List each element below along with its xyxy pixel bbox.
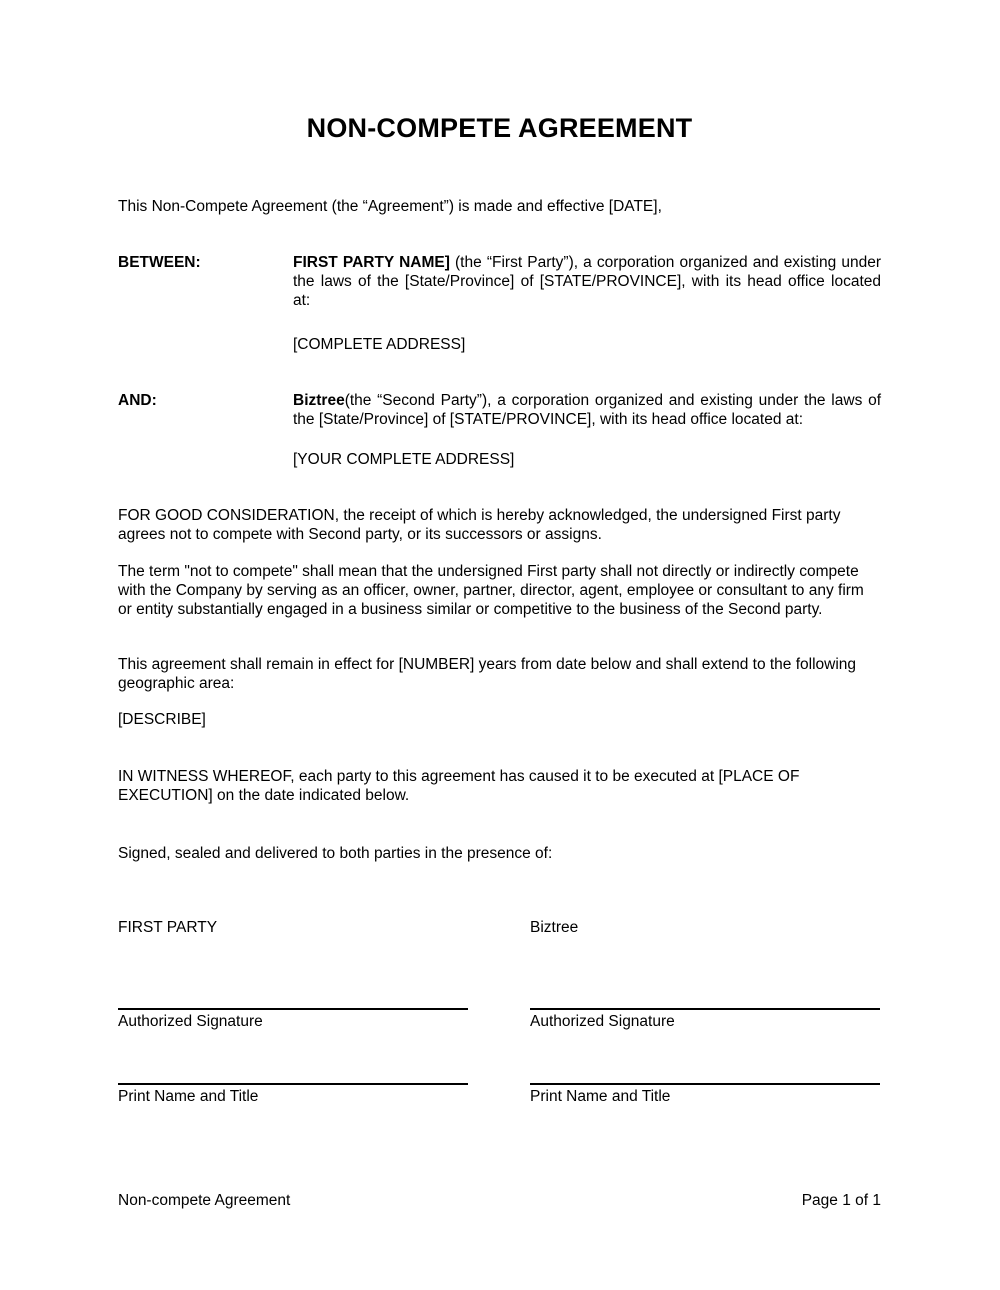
authorized-signature-label-second: Authorized Signature: [530, 1013, 675, 1030]
and-label: AND:: [118, 392, 157, 409]
between-party-name: FIRST PARTY NAME]: [293, 254, 450, 271]
witness-paragraph: IN WITNESS WHEREOF, each party to this agreement has caused it to be executed at [PLACE OF EXECUTION] on the date indicated below.: [118, 768, 800, 804]
print-name-label-first: Print Name and Title: [118, 1088, 259, 1105]
print-name-label-second: Print Name and Title: [530, 1088, 671, 1105]
signature-party-first: FIRST PARTY: [118, 919, 218, 936]
signature-line-second-printname: [530, 1083, 880, 1085]
between-address-placeholder: [COMPLETE ADDRESS]: [293, 336, 466, 353]
authorized-signature-label-first: Authorized Signature: [118, 1013, 263, 1030]
between-clause: [118, 253, 881, 310]
and-party-description: (the “Second Party”), a corporation organized and existing under the laws of the [State/Province] of [STATE/PROVINCE], with its head office located at:: [293, 392, 881, 428]
consideration-paragraph: FOR GOOD CONSIDERATION, the receipt of which is hereby acknowledged, the undersigned First party agrees not to compete with Second party, or its successors or assigns.: [118, 507, 841, 543]
signature-party-row: [118, 918, 881, 938]
signature-party-second: Biztree: [530, 919, 579, 936]
describe-placeholder: [DESCRIBE]: [118, 711, 206, 728]
signed-sealed-paragraph: Signed, sealed and delivered to both parties in the presence of:: [118, 845, 553, 862]
between-party-text: [293, 253, 881, 310]
signature-line-first-authorized: [118, 1008, 468, 1010]
and-party-text: [293, 391, 881, 429]
duration-paragraph: This agreement shall remain in effect for [NUMBER] years from date below and shall extend to the following geographic area:: [118, 656, 857, 692]
term-definition-paragraph: The term "not to compete" shall mean that the undersigned First party shall not directly or indirectly compete with the Company by serving as an officer, owner, partner, director, agent, employee or consultant to any firm or entity substantially engaged in a business similar or competitive to the business of the Second party.: [118, 563, 864, 618]
signature-label-row-1: [118, 1012, 881, 1032]
between-label: BETWEEN:: [118, 254, 201, 271]
footer-document-title: Non-compete Agreement: [118, 1192, 291, 1209]
signature-label-row-2: [118, 1087, 881, 1107]
between-party-description: (the “First Party”), a corporation organized and existing under the laws of the [State/Province] of [STATE/PROVINCE], with its head office located at:: [293, 254, 881, 309]
intro-paragraph: This Non-Compete Agreement (the “Agreement”) is made and effective [DATE],: [118, 198, 662, 215]
footer-page-number: Page 1 of 1: [801, 1192, 881, 1209]
page-footer: [118, 1191, 881, 1210]
and-party-name: Biztree: [293, 392, 345, 409]
and-address-placeholder: [YOUR COMPLETE ADDRESS]: [293, 451, 515, 468]
signature-line-second-authorized: [530, 1008, 880, 1010]
page-title: NON-COMPETE AGREEMENT: [306, 113, 693, 143]
and-clause: [118, 391, 881, 429]
signature-line-first-printname: [118, 1083, 468, 1085]
